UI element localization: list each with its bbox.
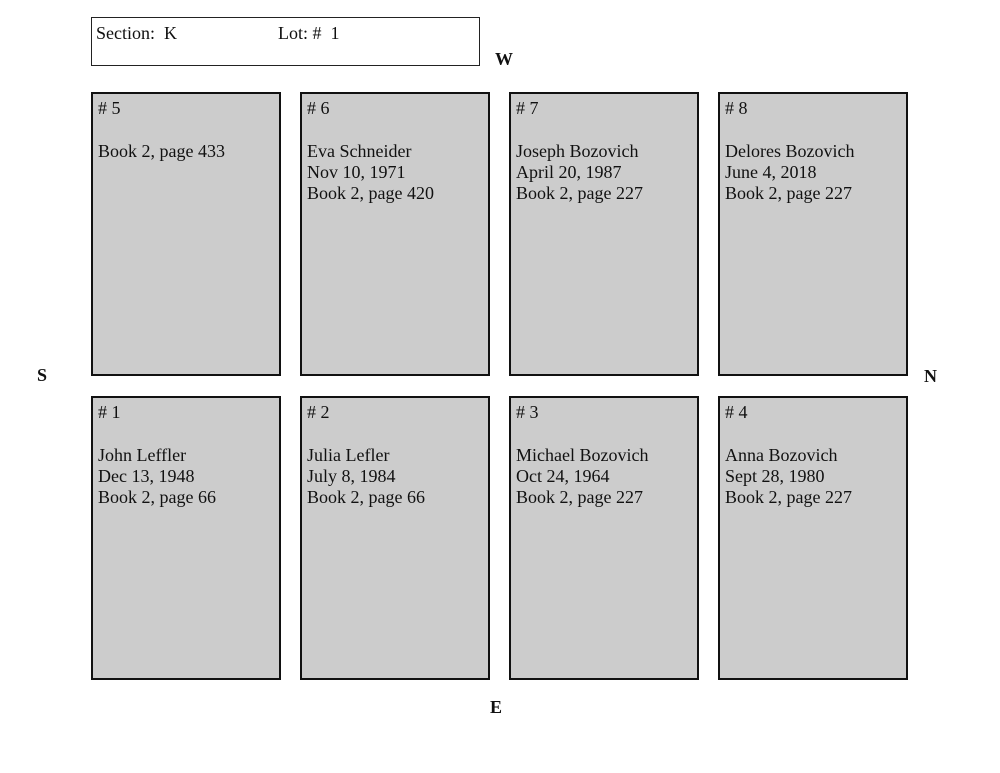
plot-occupant-name: Delores Bozovich xyxy=(725,141,855,161)
compass-north-label: N xyxy=(924,366,937,386)
plot-number: # 3 xyxy=(516,402,539,422)
plot-number: # 6 xyxy=(307,98,330,118)
plot-number: # 1 xyxy=(98,402,121,422)
plot-record-reference: Book 2, page 66 xyxy=(307,487,425,507)
plot-record-reference: Book 2, page 433 xyxy=(98,141,225,161)
plot-occupant-name: Joseph Bozovich xyxy=(516,141,639,161)
compass-east-label: E xyxy=(490,697,503,717)
plot-occupant-name: John Leffler xyxy=(98,445,187,465)
plot-number: # 2 xyxy=(307,402,330,422)
plot-number: # 8 xyxy=(725,98,748,118)
plot-burial-date: Nov 10, 1971 xyxy=(307,162,406,182)
plot-2 xyxy=(300,396,490,680)
plot-occupant-name: Julia Lefler xyxy=(307,445,390,465)
plot-burial-date: Oct 24, 1964 xyxy=(516,466,610,486)
plot-record-reference: Book 2, page 227 xyxy=(516,183,643,203)
plot-record-reference: Book 2, page 66 xyxy=(98,487,216,507)
plot-occupant-name: Michael Bozovich xyxy=(516,445,649,465)
plot-occupant-name: Anna Bozovich xyxy=(725,445,838,465)
plot-5 xyxy=(91,92,281,376)
plot-1 xyxy=(91,396,281,680)
plot-burial-date: Sept 28, 1980 xyxy=(725,466,825,486)
plot-number: # 7 xyxy=(516,98,539,118)
compass-south-label: S xyxy=(37,365,48,385)
plot-3 xyxy=(509,396,699,680)
plot-record-reference: Book 2, page 227 xyxy=(516,487,643,507)
plot-burial-date: Dec 13, 1948 xyxy=(98,466,195,486)
plot-4 xyxy=(718,396,908,680)
plot-number: # 4 xyxy=(725,402,748,422)
lot-label: Lot: # 1 xyxy=(278,23,340,43)
plot-record-reference: Book 2, page 227 xyxy=(725,183,852,203)
plot-occupant-name: Eva Schneider xyxy=(307,141,412,161)
lot-header-box xyxy=(91,17,480,66)
plot-record-reference: Book 2, page 227 xyxy=(725,487,852,507)
plot-burial-date: June 4, 2018 xyxy=(725,162,817,182)
compass-west-label: W xyxy=(495,49,513,69)
plot-burial-date: April 20, 1987 xyxy=(516,162,622,182)
plot-number: # 5 xyxy=(98,98,121,118)
plot-burial-date: July 8, 1984 xyxy=(307,466,396,486)
section-label: Section: K xyxy=(96,23,177,43)
plot-6 xyxy=(300,92,490,376)
plot-record-reference: Book 2, page 420 xyxy=(307,183,434,203)
plot-7 xyxy=(509,92,699,376)
plot-8 xyxy=(718,92,908,376)
